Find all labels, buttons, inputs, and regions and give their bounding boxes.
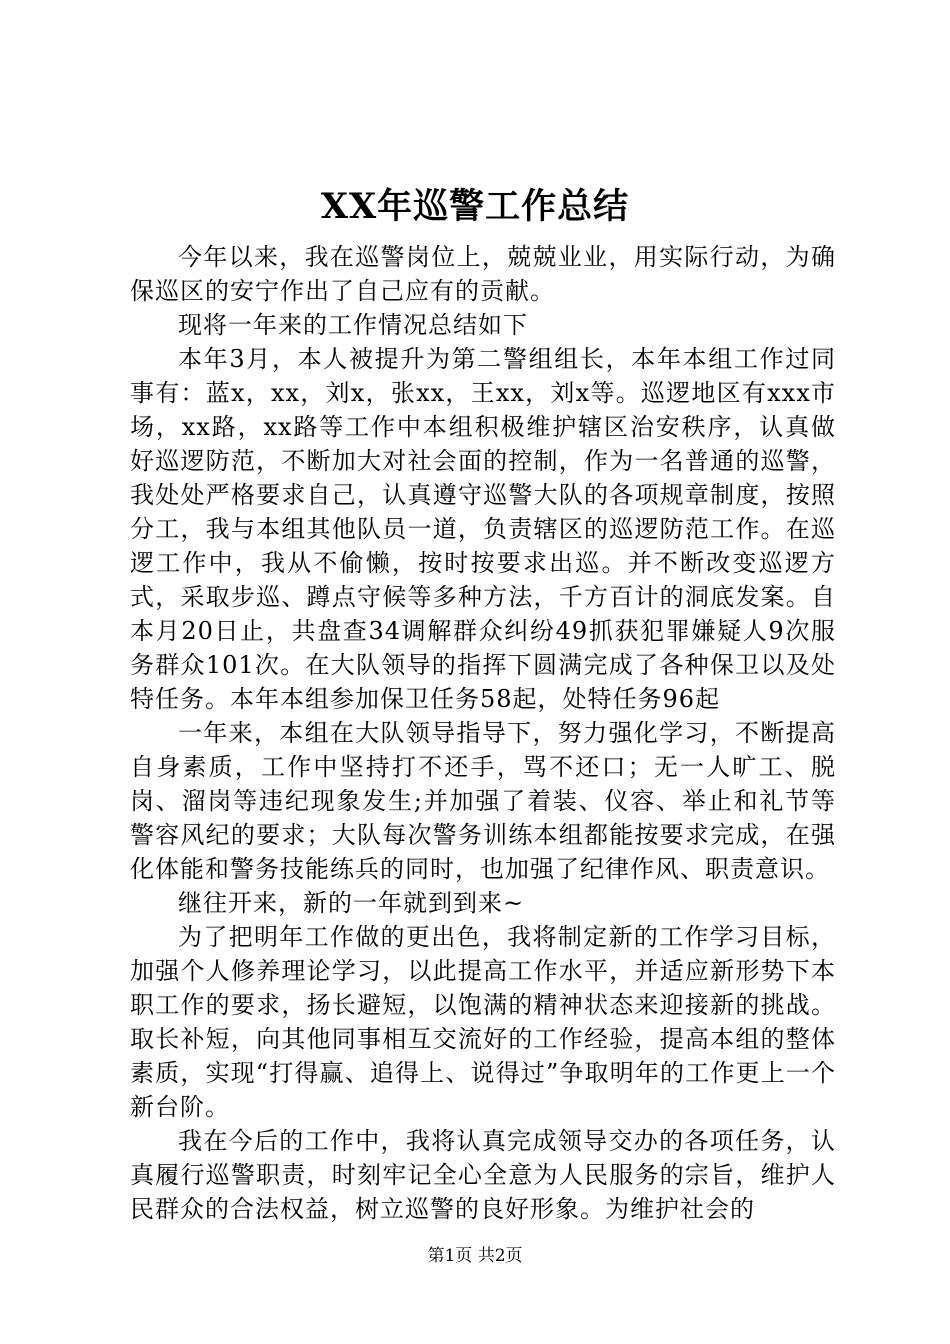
paragraph: 为了把明年工作做的更出色，我将制定新的工作学习目标，加强个人修养理论学习，以此提高工作水平，并适应新形势下本职工作的要求，扬长避短，以饱满的精神状态来迎接新的挑战。取长补短，向其他同事相互交流好的工作经验，提高本组的整体素质，实现“打得赢、追得上、说得过”争取明年的工作更上一个新台阶。	[130, 923, 836, 1121]
paragraph: 本年3月，本人被提升为第二警组组长，本年本组工作过同事有：蓝x，xx，刘x，张xx，王xx，刘x等。巡逻地区有xxx市场，xx路，xx路等工作中本组积极维护辖区治安秩序，认真做好巡逻防范，不断加大对社会面的控制，作为一名普通的巡警，我处处严格要求自己，认真遵守巡警大队的各项规章制度，按照分工，我与本组其他队员一道，负责辖区的巡逻防范工作。在巡逻工作中，我从不偷懒，按时按要求出巡。并不断改变巡逻方式，采取步巡、蹲点守候等多种方法，千方百计的洞底发案。自本月20日止，共盘查34调解群众纠纷49抓获犯罪嫌疑人9次服务群众101次。在大队领导的指挥下圆满完成了各种保卫以及处特任务。本年本组参加保卫任务58起，处特任务96起	[130, 345, 836, 713]
page-number-footer: 第1页 共2页	[427, 1246, 523, 1266]
paragraph: 我在今后的工作中，我将认真完成领导交办的各项任务，认真履行巡警职责，时刻牢记全心全意为人民服务的宗旨，维护人民群众的合法权益，树立巡警的良好形象。为维护社会的	[130, 1127, 836, 1223]
paragraph: 继往开来，新的一年就到到来~	[178, 889, 525, 917]
paragraph: 一年来，本组在大队领导指导下，努力强化学习，不断提高自身素质，工作中坚持打不还手，骂不还口；无一人旷工、脱岗、溜岗等违纪现象发生;并加强了着装、仪容、举止和礼节等警容风纪的要求；大队每次警务训练本组都能按要求完成，在强化体能和警务技能练兵的同时，也加强了纪律作风、职责意识。	[130, 719, 836, 883]
document-title: XX年巡警工作总结	[320, 186, 630, 227]
paragraph: 今年以来，我在巡警岗位上，兢兢业业，用实际行动，为确保巡区的安宁作出了自己应有的贡献。	[130, 243, 836, 305]
paragraph: 现将一年来的工作情况总结如下	[178, 311, 528, 339]
document-body	[130, 240, 836, 1226]
